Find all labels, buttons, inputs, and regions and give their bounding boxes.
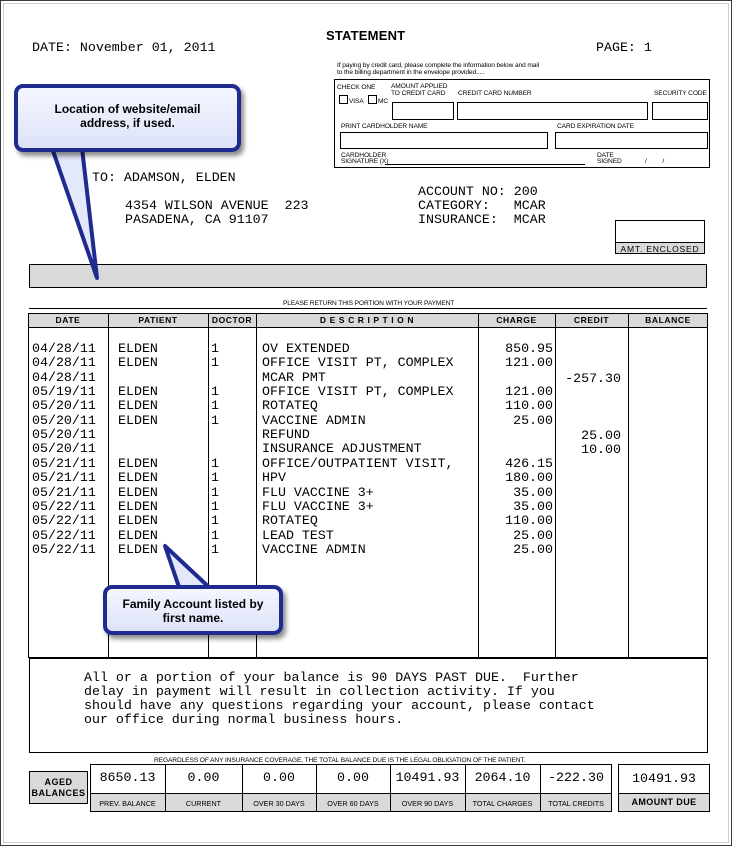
row-description: INSURANCE ADJUSTMENT — [262, 441, 422, 457]
row-patient: ELDEN — [118, 527, 158, 543]
row-doctor: 1 — [211, 498, 219, 514]
row-credit: 10.00 — [581, 442, 621, 458]
statement-date: DATE: November 01, 2011 — [32, 40, 216, 55]
row-doctor: 1 — [211, 455, 219, 471]
amount-enclosed-label: AMT. ENCLOSED — [620, 244, 700, 254]
website-callout-text: Location of website/email address, if used. — [54, 102, 201, 130]
mc-label: MC — [378, 98, 389, 105]
aged-value-label: PREV. BALANCE — [99, 799, 156, 808]
col-header-doctor: DOCTOR — [211, 315, 253, 325]
col-header-charge: CHARGE — [496, 315, 537, 325]
row-description: FLU VACCINE 3+ — [262, 498, 374, 514]
message-line4: our office during normal business hours. — [84, 712, 404, 727]
row-doctor: 1 — [211, 412, 219, 428]
aged-value: 0.00 — [337, 770, 369, 785]
row-date: 05/19/11 — [32, 384, 96, 400]
signature-label1: CARDHOLDER — [341, 152, 387, 159]
row-patient: ELDEN — [118, 513, 158, 529]
account-category: CATEGORY: MCAR — [418, 198, 546, 213]
col-header-balance: BALANCE — [645, 315, 691, 325]
family-callout — [103, 585, 283, 635]
col-header-credit: CREDIT — [573, 315, 610, 325]
row-description: HPV — [262, 470, 286, 486]
row-date: 05/21/11 — [32, 455, 96, 471]
row-credit: 25.00 — [581, 428, 621, 444]
aged-value-label: OVER 30 DAYS — [253, 799, 305, 808]
row-date: 05/22/11 — [32, 527, 96, 543]
family-callout-text: Family Account listed by first name. — [122, 597, 264, 625]
col-header-description: D E S C R I P T I O N — [319, 315, 415, 325]
col-header-patient: PATIENT — [138, 315, 178, 325]
aged-value-label: TOTAL CHARGES — [472, 799, 533, 808]
expiration-label: CARD EXPIRATION DATE — [557, 123, 634, 130]
row-patient: ELDEN — [118, 355, 158, 371]
security-code-label: SECURITY CODE — [654, 90, 707, 97]
aged-value: 8650.13 — [99, 770, 156, 785]
account-insurance: INSURANCE: MCAR — [418, 212, 546, 227]
row-charge: 110.00 — [505, 513, 553, 529]
row-date: 04/28/11 — [32, 369, 96, 385]
row-charge: 110.00 — [505, 398, 553, 414]
row-doctor: 1 — [211, 541, 219, 557]
row-description: OFFICE/OUTPATIENT VISIT, — [262, 455, 454, 471]
aged-label: AGED — [44, 777, 73, 787]
date-signed-slashes: / / — [645, 158, 665, 165]
aged-value-label: TOTAL CREDITS — [548, 799, 604, 808]
row-patient: ELDEN — [118, 541, 158, 557]
account-number: ACCOUNT NO: 200 — [418, 184, 538, 199]
row-charge: 25.00 — [513, 527, 553, 543]
amount-applied-label2: TO CREDIT CARD — [391, 90, 446, 97]
row-patient: ELDEN — [118, 470, 158, 486]
row-charge: 180.00 — [505, 470, 553, 486]
row-patient: ELDEN — [118, 412, 158, 428]
visa-label: VISA — [349, 98, 364, 105]
amount-due-value: 10491.93 — [632, 771, 696, 786]
aged-value-label: OVER 60 DAYS — [327, 799, 379, 808]
payment-intro-line2: to the billing department in the envelope provided..... — [337, 69, 485, 76]
row-charge: 121.00 — [505, 355, 553, 371]
statement-title: STATEMENT — [326, 28, 406, 43]
row-charge: 850.95 — [505, 341, 553, 356]
aged-value: 0.00 — [263, 770, 295, 785]
check-one-label: CHECK ONE — [337, 84, 376, 91]
row-date: 04/28/11 — [32, 341, 96, 356]
cardholder-name-label: PRINT CARDHOLDER NAME — [341, 123, 428, 130]
row-doctor: 1 — [211, 341, 219, 356]
aged-value: 0.00 — [187, 770, 220, 785]
message-line2: delay in payment will result in collection activity. If you — [84, 684, 555, 699]
row-doctor: 1 — [211, 527, 219, 543]
row-doctor: 1 — [211, 384, 219, 400]
row-date: 05/21/11 — [32, 484, 96, 500]
signature-label2: SIGNATURE (X) — [341, 158, 389, 165]
amount-due-label: AMOUNT DUE — [631, 797, 697, 807]
row-charge: 121.00 — [505, 384, 553, 400]
row-credit: -257.30 — [565, 370, 621, 386]
page-number: PAGE: 1 — [596, 40, 652, 55]
address-line1: 4354 WILSON AVENUE 223 — [125, 198, 309, 213]
aged-value-label: CURRENT — [185, 799, 222, 808]
row-doctor: 1 — [211, 355, 219, 371]
row-patient: ELDEN — [118, 384, 158, 400]
return-note: PLEASE RETURN THIS PORTION WITH YOUR PAYMENT — [283, 300, 455, 307]
row-description: MCAR PMT — [262, 369, 326, 385]
row-patient: ELDEN — [118, 484, 158, 500]
address-line2: PASADENA, CA 91107 — [125, 212, 269, 227]
row-patient: ELDEN — [118, 341, 158, 356]
row-description: ROTATEQ — [262, 398, 318, 414]
aged-value-label: OVER 90 DAYS — [401, 799, 454, 808]
row-description: ROTATEQ — [262, 513, 318, 529]
row-doctor: 1 — [211, 484, 219, 500]
card-number-label: CREDIT CARD NUMBER — [458, 90, 532, 97]
message-line1: All or a portion of your balance is 90 DAYS PAST DUE. Further — [84, 670, 579, 685]
aged-value: 2064.10 — [474, 770, 531, 785]
website-callout — [14, 84, 241, 152]
row-date: 04/28/11 — [32, 355, 96, 371]
row-date: 05/20/11 — [32, 441, 96, 457]
row-description: VACCINE ADMIN — [262, 541, 366, 557]
row-charge: 35.00 — [513, 498, 553, 514]
row-date: 05/22/11 — [32, 513, 96, 529]
row-description: OFFICE VISIT PT, COMPLEX — [262, 355, 454, 371]
row-date: 05/21/11 — [32, 470, 96, 486]
recipient-name: TO: ADAMSON, ELDEN — [92, 170, 236, 185]
row-description: OFFICE VISIT PT, COMPLEX — [262, 384, 454, 400]
row-date: 05/22/11 — [32, 541, 96, 557]
row-description: REFUND — [262, 427, 310, 443]
row-description: VACCINE ADMIN — [262, 412, 366, 428]
row-charge: 35.00 — [513, 484, 553, 500]
message-line3: should have any questions regarding your account, please contact — [84, 698, 595, 713]
row-patient: ELDEN — [118, 398, 158, 414]
payment-intro-line1: If paying by credit card, please complete the information below and mail — [337, 62, 540, 69]
row-date: 05/20/11 — [32, 398, 96, 414]
row-charge: 426.15 — [505, 455, 553, 471]
row-patient: ELDEN — [118, 455, 158, 471]
date-signed-label1: DATE — [597, 152, 614, 159]
col-header-date: DATE — [55, 315, 81, 325]
balances-label: BALANCES — [31, 788, 86, 798]
row-date: 05/20/11 — [32, 427, 96, 443]
row-doctor: 1 — [211, 513, 219, 529]
row-doctor: 1 — [211, 398, 219, 414]
row-description: LEAD TEST — [262, 527, 334, 543]
row-description: OV EXTENDED — [262, 341, 350, 356]
aged-value: 10491.93 — [395, 770, 460, 785]
date-signed-label2: SIGNED — [597, 158, 622, 165]
legal-note: REGARDLESS OF ANY INSURANCE COVERAGE, THE TOTAL BALANCE DUE IS THE LEGAL OBLIGATION OF THE PATIENT. — [154, 757, 526, 764]
row-charge: 25.00 — [513, 541, 553, 557]
row-date: 05/22/11 — [32, 498, 96, 514]
aged-value: -222.30 — [548, 770, 604, 785]
row-doctor: 1 — [211, 470, 219, 486]
row-description: FLU VACCINE 3+ — [262, 484, 374, 500]
amount-applied-label1: AMOUNT APPLIED — [391, 83, 448, 90]
row-patient: ELDEN — [118, 498, 158, 514]
row-charge: 25.00 — [513, 412, 553, 428]
row-date: 05/20/11 — [32, 412, 96, 428]
